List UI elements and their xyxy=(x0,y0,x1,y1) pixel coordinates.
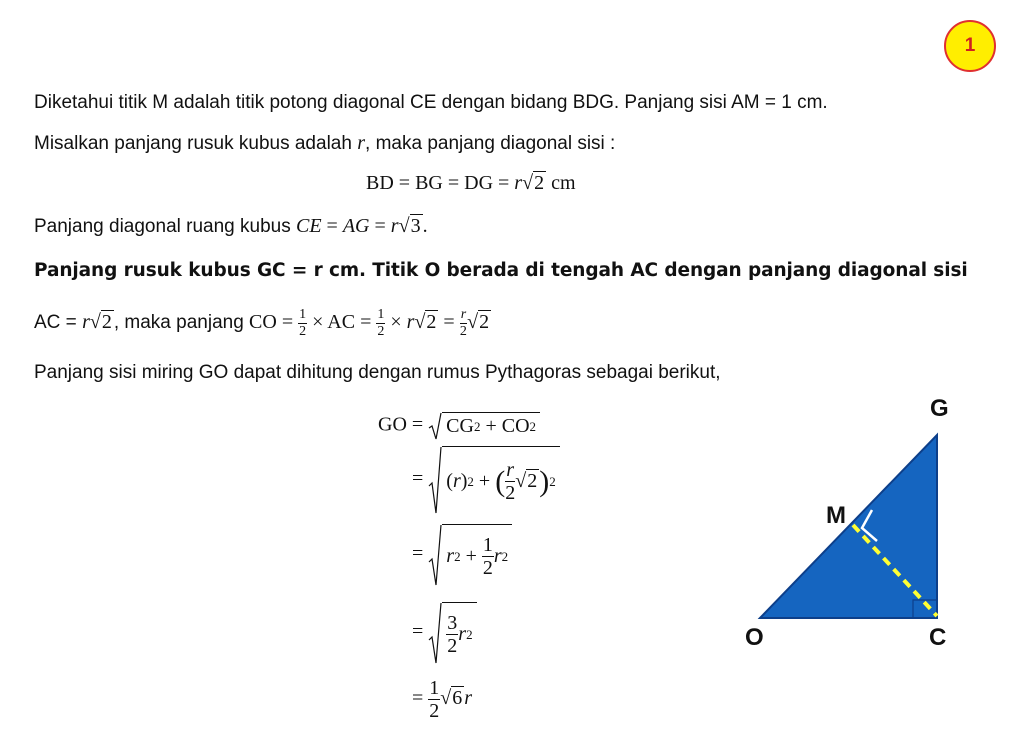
label-c: C xyxy=(929,624,947,651)
equals-sign-5: = xyxy=(412,687,424,710)
equation-go-step2 xyxy=(412,446,560,514)
page-number-badge: 1 xyxy=(944,20,996,72)
equation-diagonal-sisi: BD = BG = DG = r√2 cm xyxy=(366,172,576,194)
paragraph-4-bold: Panjang rusuk kubus GC = r cm. Titik O berada di tengah AC dengan panjang diagonal sisi xyxy=(34,260,968,281)
equals-sign-3: = xyxy=(412,542,424,565)
equals-sign-2: = xyxy=(412,467,424,490)
paragraph-3 xyxy=(34,215,428,238)
equals-sign-4: = xyxy=(412,620,424,643)
label-g: G xyxy=(930,395,949,422)
equation-go-step3 xyxy=(412,524,512,586)
paragraph-1: Diketahui titik M adalah titik potong diagonal CE dengan bidang BDG. Panjang sisi AM = 1 cm. xyxy=(34,92,828,113)
label-o: O xyxy=(745,624,764,651)
paragraph-2-tail: , maka panjang diagonal sisi : xyxy=(365,133,616,154)
equation-diagonal-ruang: CE = AG = r√3 . xyxy=(295,215,428,237)
step4-radicand: $\frac{3}{2}$ r 2 xyxy=(442,602,476,664)
equation-go-step4 xyxy=(412,602,477,664)
step3-radicand: r 2 + $\frac{1}{2}$ r 2 xyxy=(442,524,512,586)
paragraph-2-text: Misalkan panjang rusuk kubus adalah xyxy=(34,133,358,154)
equation-go-step5: = $\frac{1}{2}$ √6 r xyxy=(412,677,473,722)
equation-go-lhs: GO = xyxy=(378,413,424,436)
equation-co: CO = $\frac{1}{2}$ × AC = $\frac{1}{2}$ × r√2 = $\frac{r}{2}$ √2 xyxy=(249,307,490,339)
variable-r: r xyxy=(357,132,366,154)
paragraph-5: AC = r√2 , maka panjang CO = $\frac{1}{2}$ × AC = $\frac{1}{2}$ × r√2 = $\frac{r}{2}$ √2 xyxy=(34,307,490,339)
step1-radicand: CG 2 + CO 2 xyxy=(442,412,540,440)
equation-go-step1 xyxy=(378,412,540,440)
paragraph-2 xyxy=(34,132,615,155)
step2-radicand: ( r ) 2 + ( $\frac{r}{2}$ √2 ) 2 xyxy=(442,446,559,514)
label-m: M xyxy=(826,502,846,529)
paragraph-5-lead: AC = xyxy=(34,312,83,334)
triangle-goc xyxy=(760,435,937,618)
paragraph-6: Panjang sisi miring GO dapat dihitung dengan rumus Pythagoras sebagai berikut, xyxy=(34,362,721,383)
paragraph-5-mid: , maka panjang xyxy=(113,312,250,334)
paragraph-3-text: Panjang diagonal ruang kubus xyxy=(34,216,296,237)
